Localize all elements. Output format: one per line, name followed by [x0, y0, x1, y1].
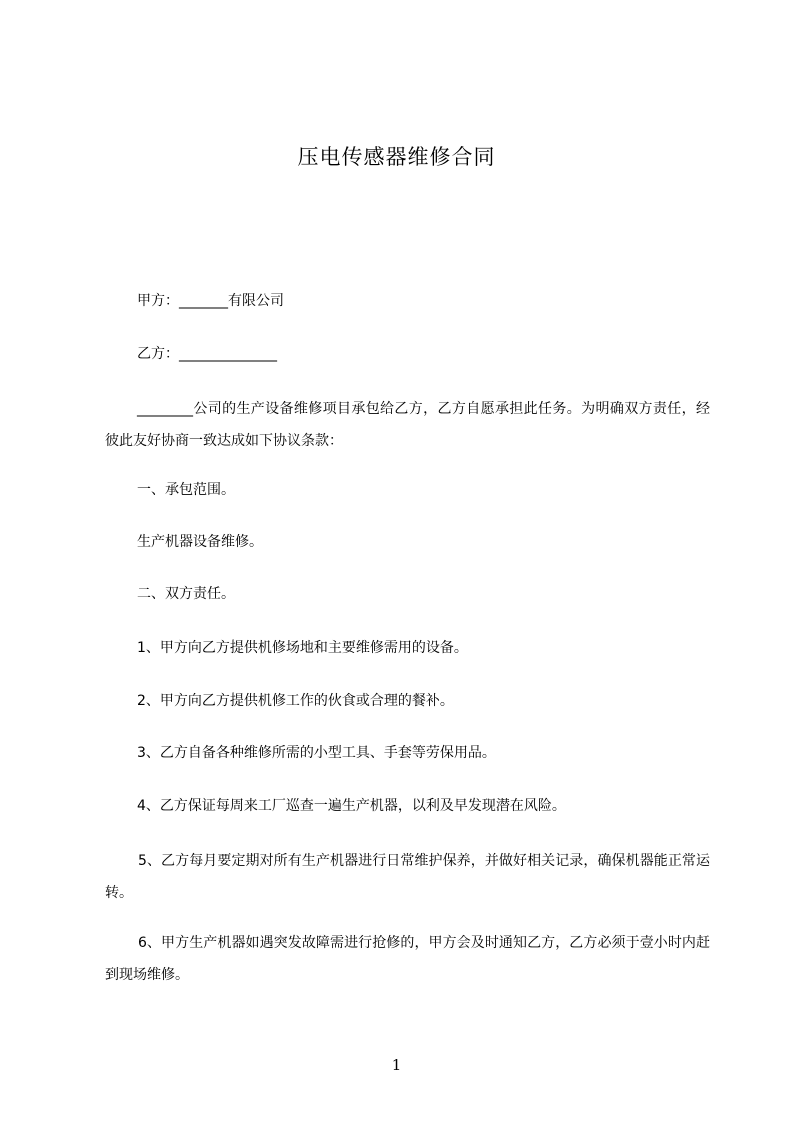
- clause-item-1: 1、甲方向乙方提供机修场地和主要维修需用的设备。: [137, 640, 468, 656]
- clause-item-6: 6、甲方生产机器如遇突发故障需进行抢修的，甲方会及时通知乙方，乙方必须于壹小时内赶到现场维修。: [105, 935, 710, 983]
- clause-item-4: 4、乙方保证每周来工厂巡查一遍生产机器，以利及早发现潜在风险。: [137, 798, 566, 814]
- clause-item-3: 3、乙方自备各种维修所需的小型工具、手套等劳保用品。: [137, 745, 496, 761]
- intro-paragraph: ________公司的生产设备维修项目承包给乙方，乙方自愿承担此任务。为明确双方责任，经彼此友好协商一致达成如下协议条款：: [105, 401, 710, 449]
- clause-item-2: 2、甲方向乙方提供机修工作的伙食或合理的餐补。: [137, 693, 454, 709]
- section2-heading: 二、双方责任。: [137, 586, 235, 602]
- party-a-line: 甲方：_______有限公司: [137, 293, 284, 309]
- section1-heading: 一、承包范围。: [137, 482, 235, 498]
- clause-item-5: 5、乙方每月要定期对所有生产机器进行日常维护保养，并做好相关记录，确保机器能正常运转。: [105, 853, 710, 901]
- party-b-line: 乙方：______________: [137, 346, 277, 362]
- section1-body: 生产机器设备维修。: [137, 534, 263, 550]
- page-number: 1: [391, 1056, 402, 1074]
- document-title: 压电传感器维修合同: [297, 145, 496, 169]
